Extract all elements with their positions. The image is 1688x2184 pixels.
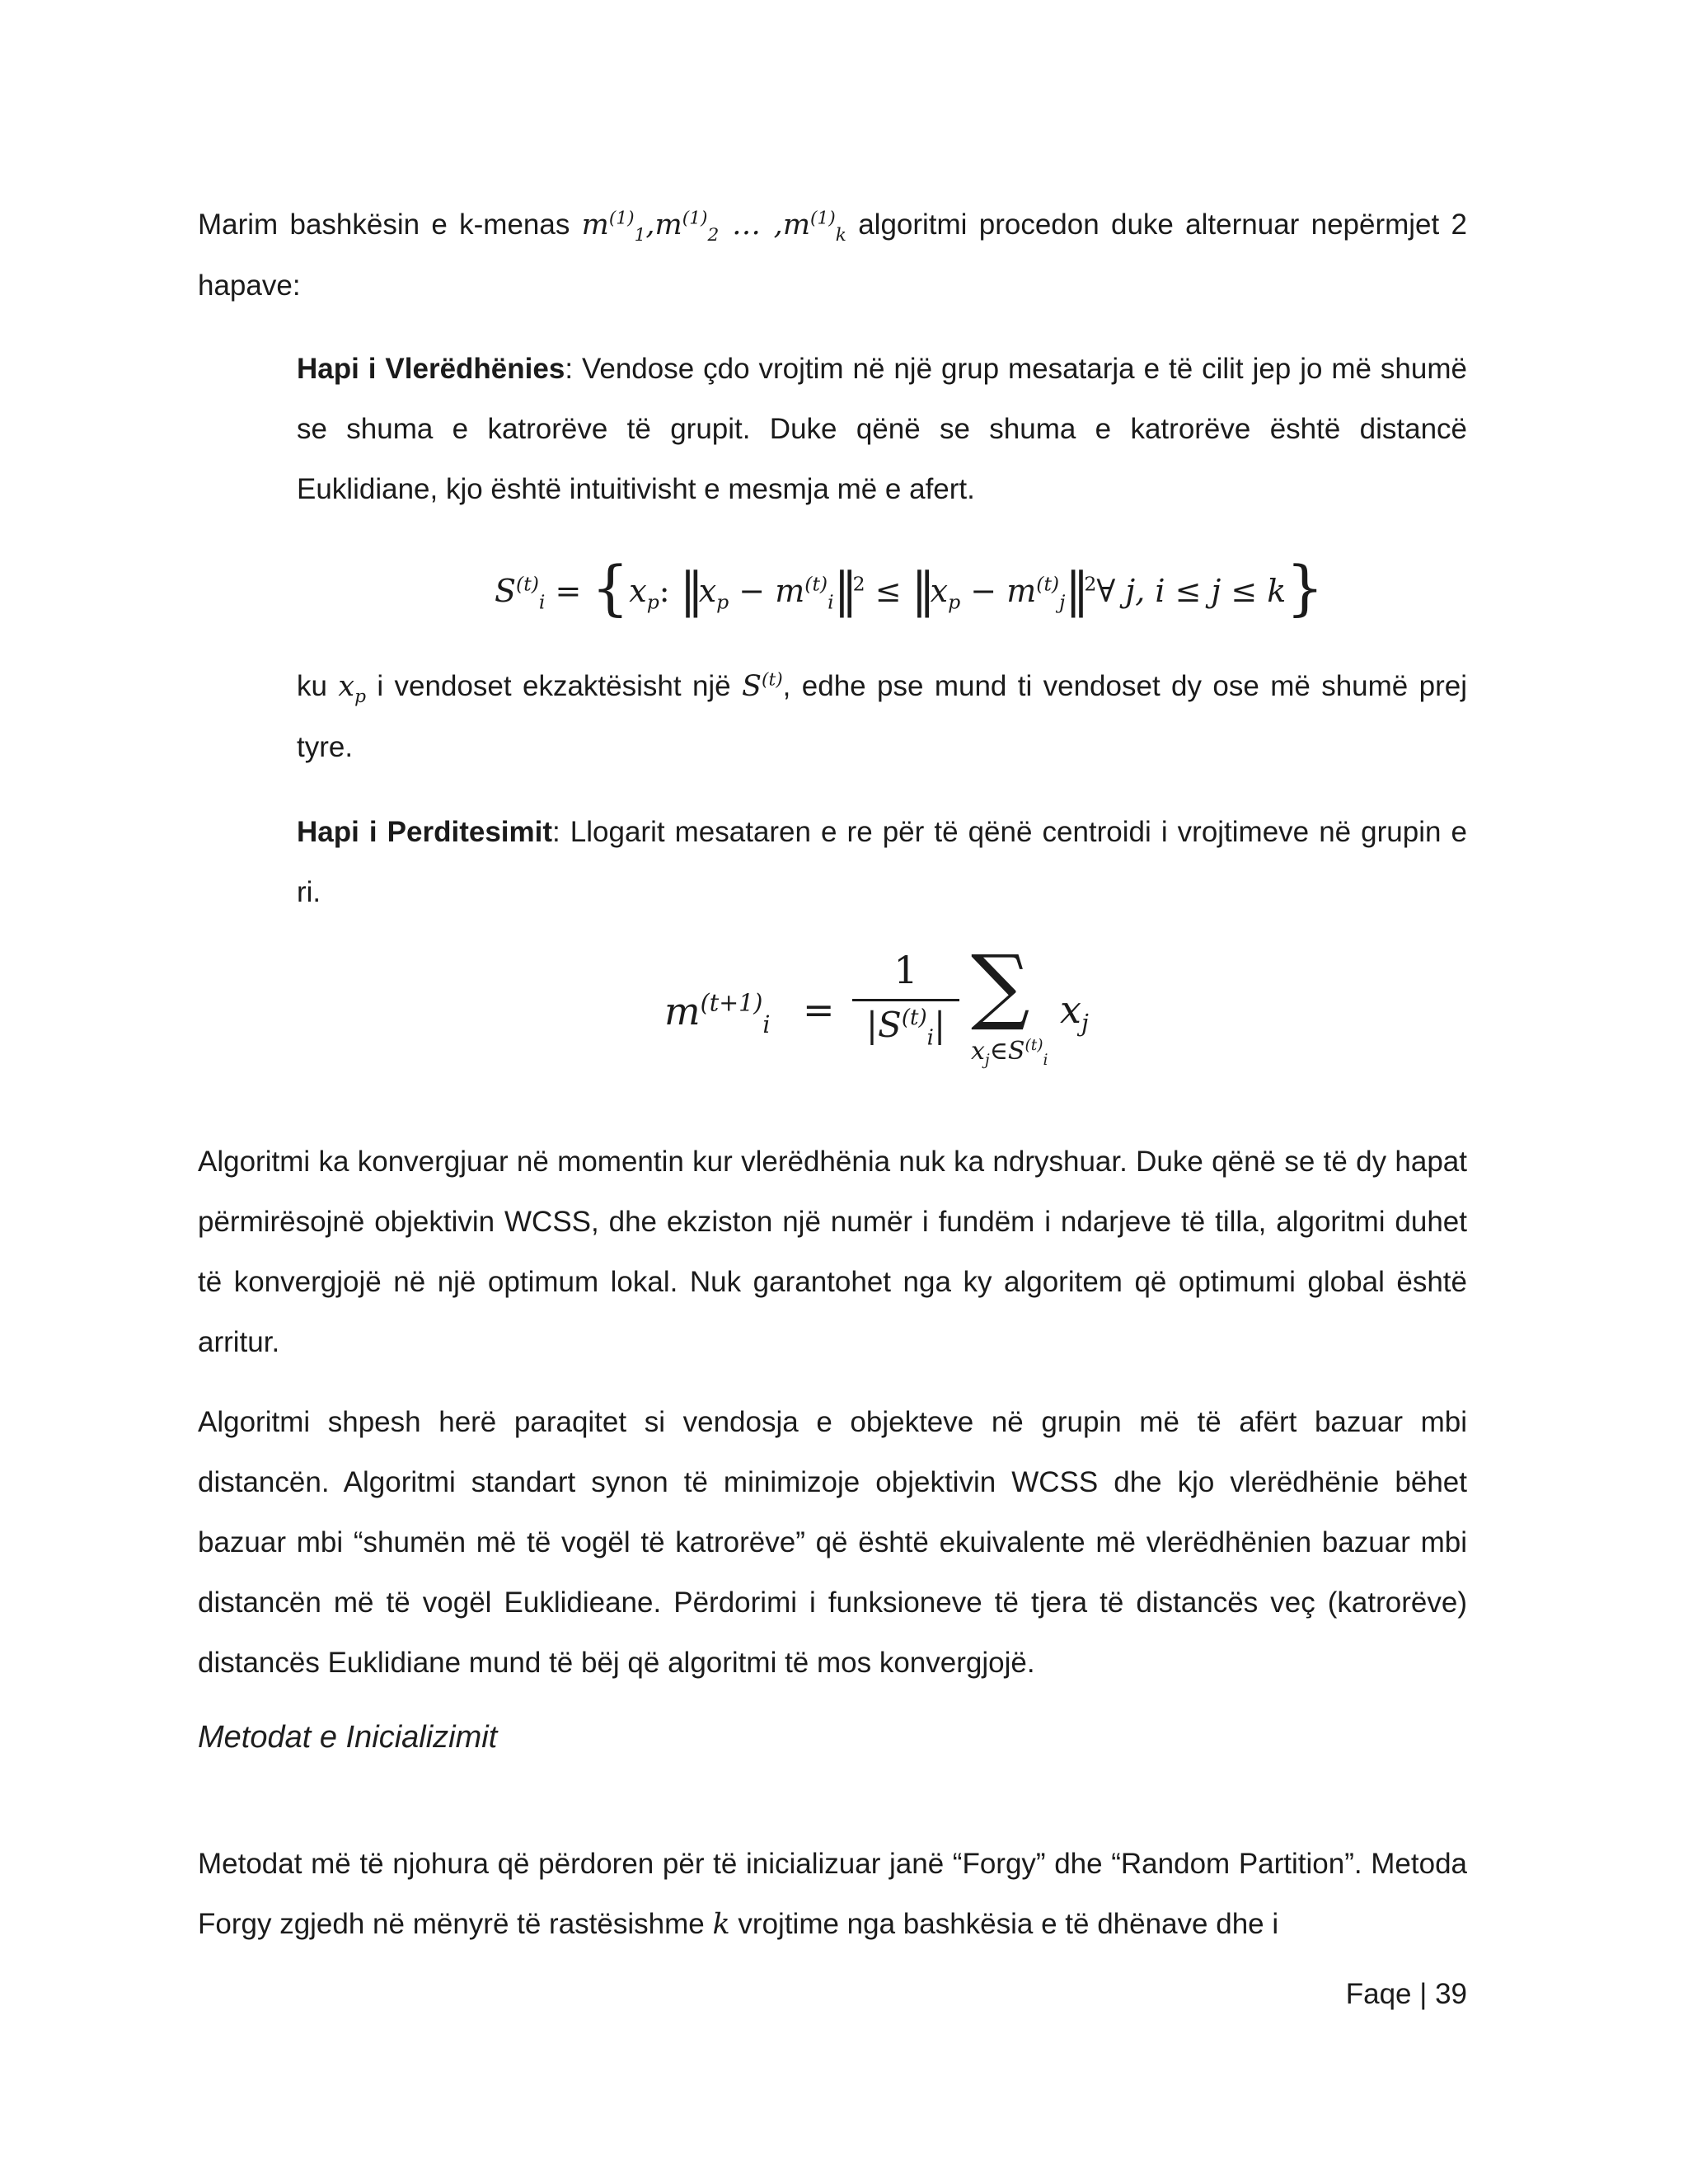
assignment-step-text: : Vendose çdo vrojtim në një grup mesatarja e të cilit jep jo më shumë se shuma e katrorëve të grupit. Duke qënë se shuma e katrorëve është distancë Euklidiane, kjo është intuitivisht e mesmja më e afert. [297, 353, 1467, 505]
update-step-text: : Llogarit mesataren e re për të qënë centroidi i vrojtimeve në grupin e ri. [297, 816, 1467, 908]
centroid-sequence: $m^{(1)}_1,m^{(1)}_2$ … $,m^{(1)}_k$ [581, 208, 846, 246]
footer-label: Faqe [1345, 1978, 1412, 2010]
update-step-paragraph [297, 802, 1467, 922]
assignment-equation: $S^{(t)}_i = \{x_p$: $‖x_p$ − $m^{(t)}_i‖^2$ ≤ $‖x_p$ − $m^{(t)}_j‖^2\forall$ j, i ≤ j ≤ k} [495, 553, 1325, 622]
initialization-paragraph: Metodat më të njohura që përdoren për të inicializuar janë “Forgy” dhe “Random Partition”. Metoda Forgy zgjedh në mënyrë të rastësishme k vrojtime nga bashkësia e të dhënave dhe i [198, 1848, 1467, 1941]
convergence-paragraph: Algoritmi ka konvergjuar në momentin kur vlerëdhënia nuk ka ndryshuar. Duke qënë se të dy hapat përmirësojnë objektivin WCSS, dhe ekziston një numër i fundëm i ndarjeve të tilla, algoritmi duhet të konvergjojë në një optimum lokal. Nuk garantohet nga ky algoritem që optimumi global është arritur. [198, 1146, 1467, 1358]
assignment-note-paragraph: ku $x_p$ i vendoset ekzaktësisht një $S^{(t)}$, edhe pse mund ti vendoset dy ose më shumë prej tyre. [297, 669, 1468, 763]
section-heading: Metodat e Inicializimit [198, 1720, 498, 1755]
intro-text-a: Marim bashkësin e k-menas [198, 209, 570, 241]
page-footer: Faqe | 39 [1345, 1978, 1467, 2010]
distance-paragraph: Algoritmi shpesh herë paraqitet si vendosja e objekteve në grupin më të afërt bazuar mbi distancën. Algoritmi standart synon të minimizoje objektivin WCSS dhe kjo vlerëdhënie bëhet bazuar mbi “shumën më të vogël të katrorëve” që është ekuivalente më vlerëdhënien bazuar mbi distancën më të vogël Euklidieane. Përdorimi i funksioneve të tjera të distancës veç (katrorëve) distancës Euklidiane mund të bëj që algoritmi të mos konvergjojë. [198, 1406, 1467, 1679]
intro-text-b: algoritmi procedon duke alternuar nepërmjet 2 hapave: [198, 209, 1467, 302]
assignment-step-paragraph [297, 339, 1467, 519]
update-step-label: Hapi i Perditesimit [297, 816, 553, 848]
intro-paragraph [198, 194, 1467, 316]
page-number: 39 [1435, 1978, 1467, 2010]
assignment-step-label: Hapi i Vlerëdhënies [297, 353, 565, 385]
update-equation: $m^{(t+1)}_i$ = 1 $|S^{(t)}_i|$ ∑ $x_j\in S^{(t)}_i$ $x_j$ [664, 937, 1089, 1069]
